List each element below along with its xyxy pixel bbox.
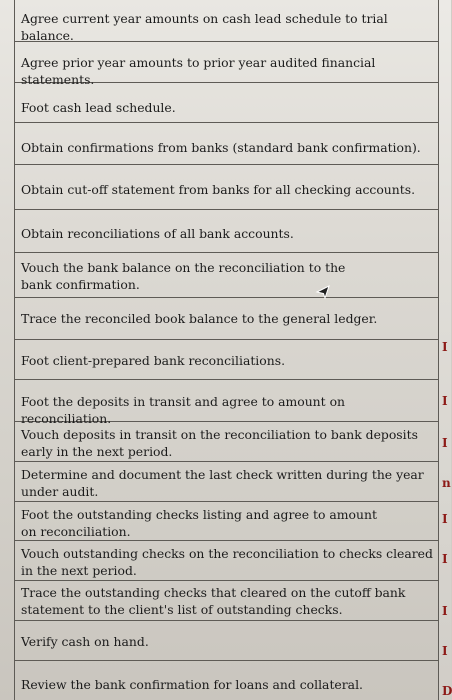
procedure-text: Trace the outstanding checks that cleared on the cutoff bank statement to the client's list of outstanding checks. bbox=[21, 585, 406, 617]
edge-mark: I bbox=[442, 394, 448, 408]
procedure-text: Obtain confirmations from banks (standard bank confirmation). bbox=[21, 140, 421, 155]
table-row bbox=[15, 422, 439, 462]
edge-mark: I bbox=[442, 604, 448, 618]
procedure-text: Agree current year amounts on cash lead schedule to trial balance. bbox=[21, 11, 388, 43]
table-row bbox=[15, 380, 439, 426]
procedure-text: Agree prior year amounts to prior year audited financial statements. bbox=[21, 55, 376, 87]
edge-mark: I bbox=[442, 512, 448, 526]
table-row bbox=[15, 340, 439, 380]
procedure-text: Obtain reconciliations of all bank accounts. bbox=[21, 226, 294, 241]
edge-mark: I bbox=[442, 644, 448, 658]
procedure-text: Foot client-prepared bank reconciliations. bbox=[21, 353, 286, 368]
procedure-text: Determine and document the last check written during the year under audit. bbox=[21, 467, 424, 499]
table-row bbox=[15, 83, 439, 123]
table-row bbox=[15, 502, 439, 541]
table-row bbox=[15, 621, 439, 661]
table-row bbox=[15, 661, 439, 700]
audit-procedures-table bbox=[14, 0, 452, 700]
procedure-text: Review the bank confirmation for loans and collateral. bbox=[21, 677, 363, 692]
table-row bbox=[15, 541, 439, 581]
table-row bbox=[15, 42, 439, 87]
table-row bbox=[15, 165, 439, 210]
table-row bbox=[15, 462, 439, 502]
procedure-text: Vouch outstanding checks on the reconciliation to checks cleared in the next period. bbox=[21, 546, 433, 578]
table-row bbox=[15, 210, 439, 253]
table-row bbox=[15, 123, 439, 165]
edge-mark: I bbox=[442, 552, 448, 566]
table-row bbox=[15, 253, 439, 298]
edge-mark: I bbox=[442, 340, 448, 354]
procedure-text: Foot cash lead schedule. bbox=[21, 100, 176, 115]
mouse-pointer-icon bbox=[314, 282, 332, 300]
edge-mark: n bbox=[442, 476, 451, 490]
table-row bbox=[15, 298, 439, 340]
procedure-text: Vouch deposits in transit on the reconciliation to bank deposits early in the next period. bbox=[21, 427, 418, 459]
table-row bbox=[15, 581, 439, 621]
procedure-text: Foot the outstanding checks listing and agree to amount on reconciliation. bbox=[21, 507, 377, 539]
procedure-text: Verify cash on hand. bbox=[21, 634, 149, 649]
procedure-text: Obtain cut-off statement from banks for all checking accounts. bbox=[21, 182, 416, 197]
table-row bbox=[15, 0, 439, 42]
procedure-text: Foot the deposits in transit and agree to amount on reconciliation. bbox=[21, 394, 346, 426]
procedure-text: Trace the reconciled book balance to the general ledger. bbox=[21, 311, 378, 326]
procedure-text: Vouch the bank balance on the reconciliation to the bank confirmation. bbox=[21, 260, 346, 292]
edge-mark: D bbox=[442, 684, 452, 698]
edge-mark: I bbox=[442, 436, 448, 450]
